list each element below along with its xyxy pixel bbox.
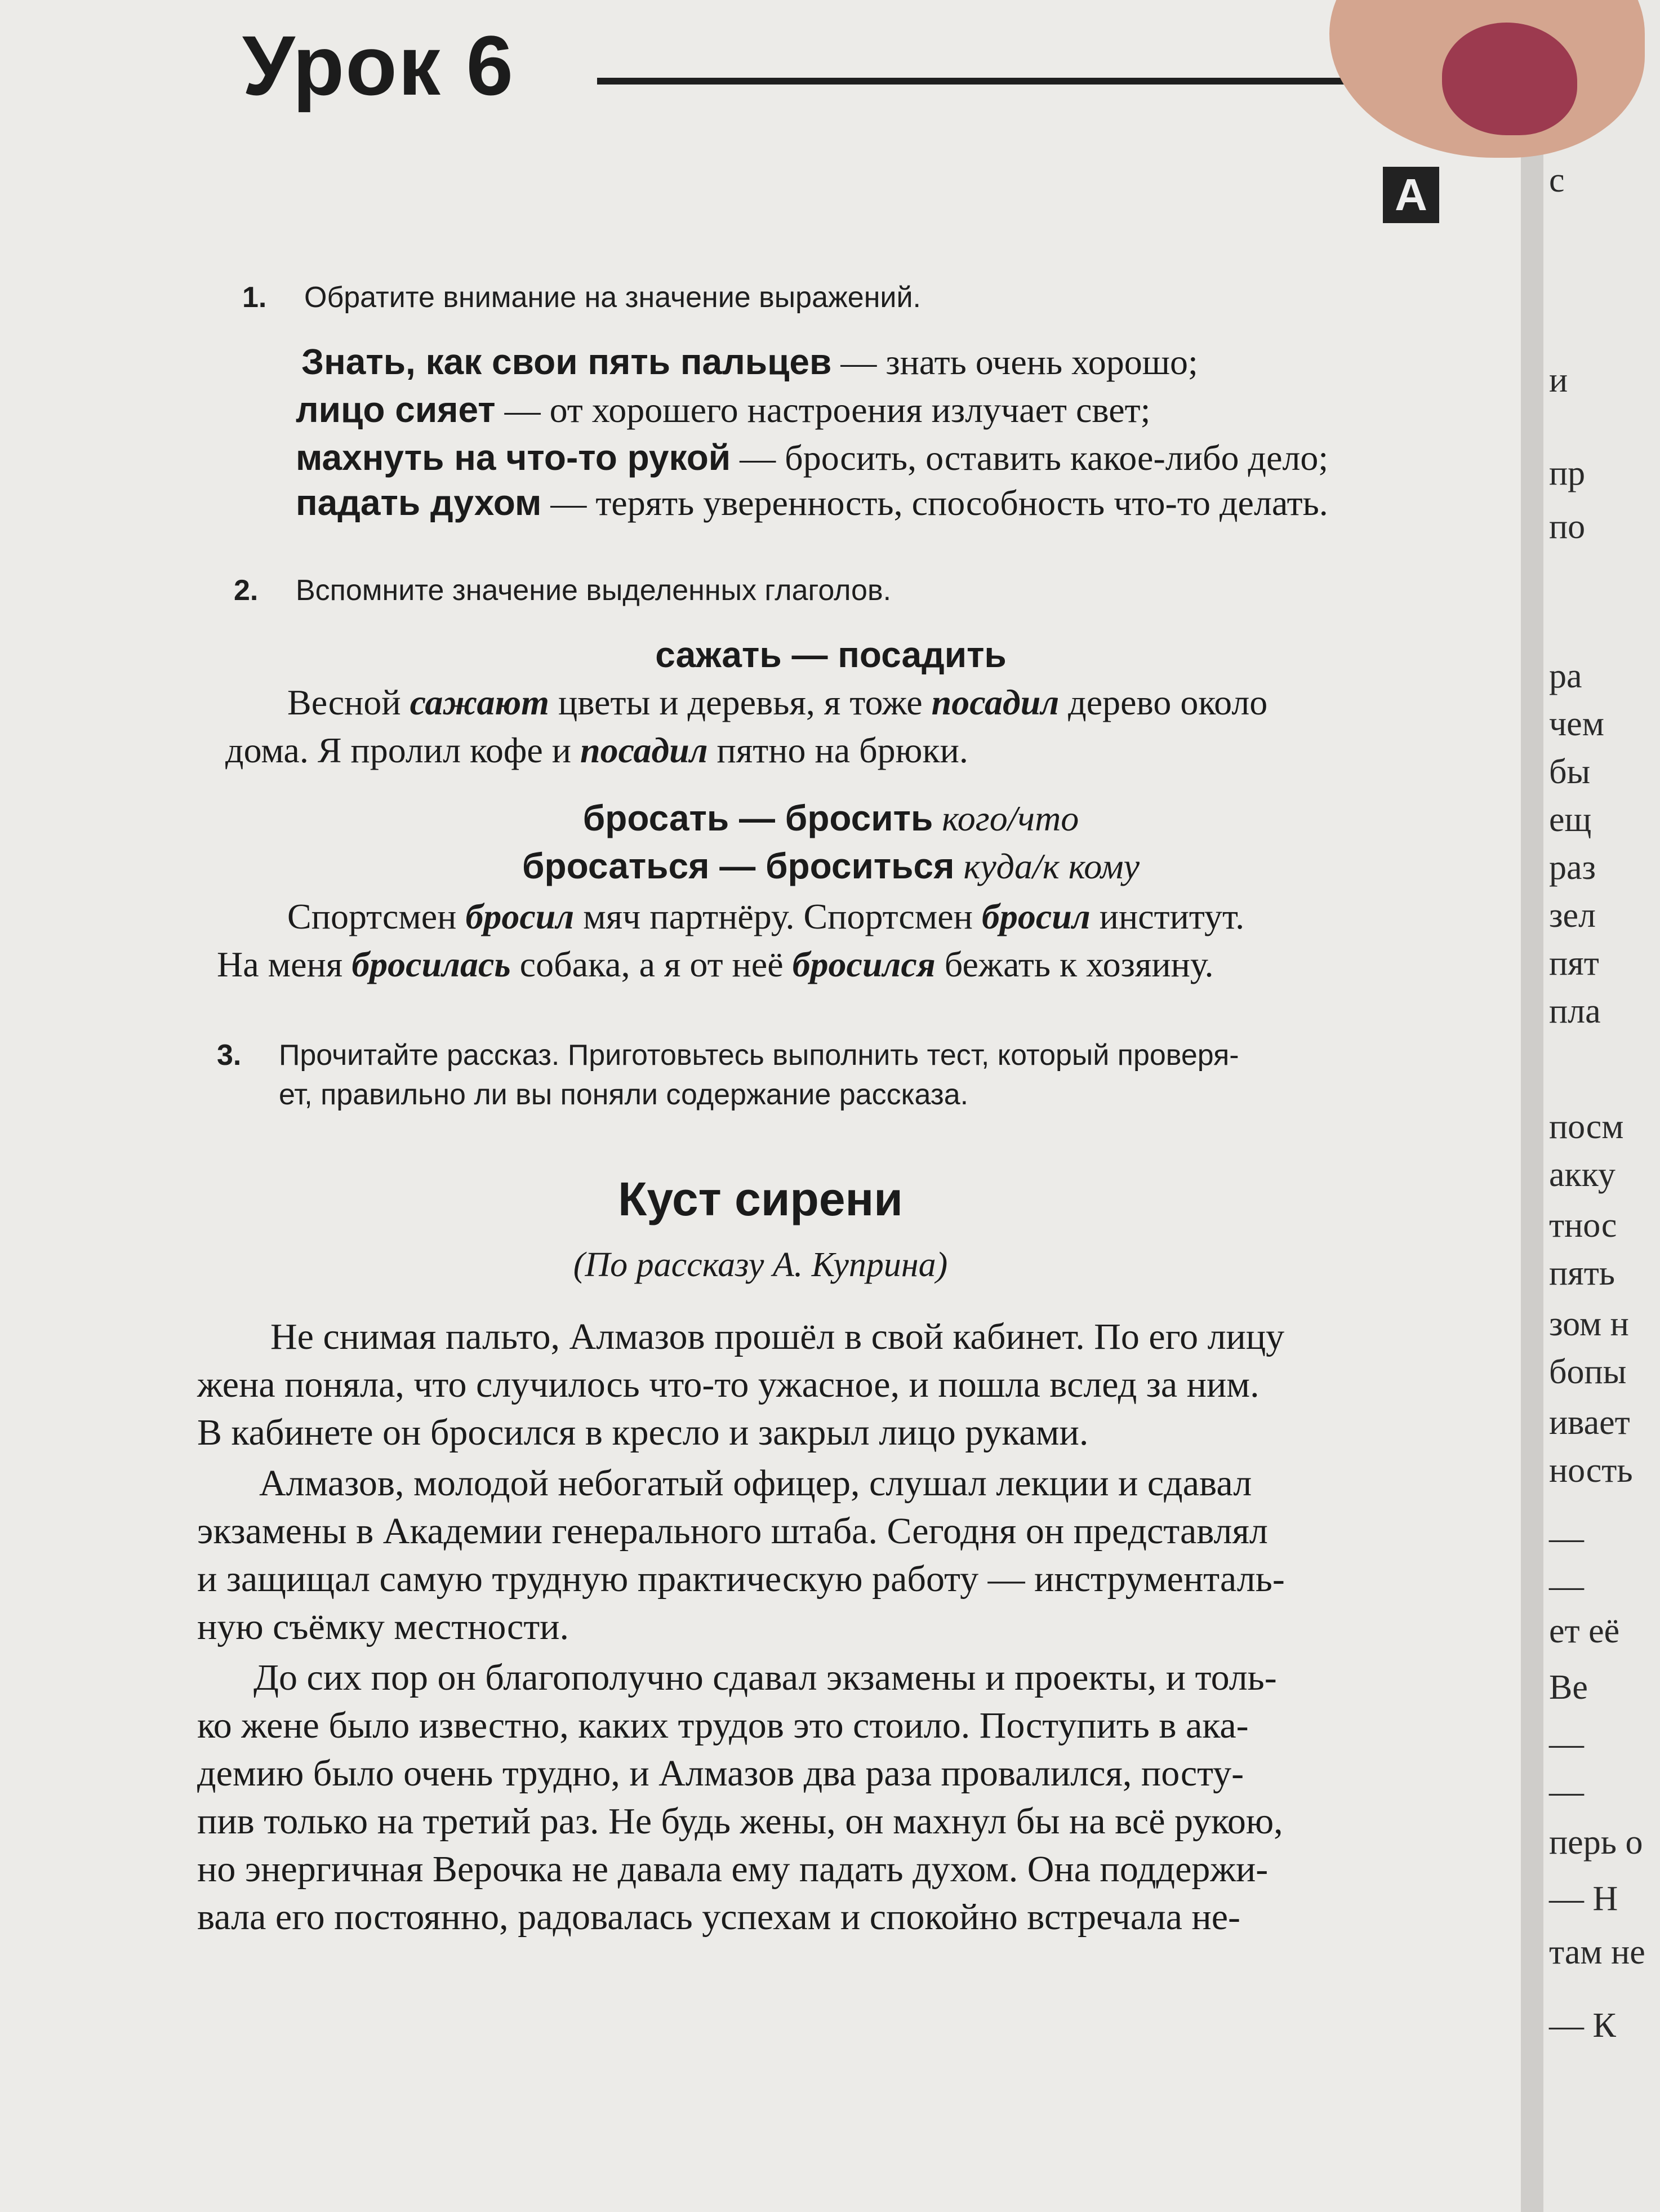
page-fragment: ность <box>1549 1451 1633 1490</box>
expression-meaning: — терять уверенность, способность что-то делать. <box>541 483 1328 523</box>
story-line: и защищал самую трудную практическую работу — инструменталь- <box>197 1558 1285 1600</box>
highlighted-verb: бросил <box>465 896 575 936</box>
page-fragment: зом н <box>1549 1305 1629 1343</box>
expression-meaning: — знать очень хорошо; <box>831 342 1198 382</box>
page-fragment: — <box>1549 1519 1584 1557</box>
expression-row <box>296 437 1328 479</box>
page-fragment: пять <box>1549 1254 1616 1292</box>
page-fragment: тнос <box>1549 1206 1617 1245</box>
example-text: бежать к хозяину. <box>935 944 1214 984</box>
example-text: Спортсмен <box>287 896 466 936</box>
example-line <box>287 896 1244 938</box>
page-fragment: — <box>1549 1773 1584 1811</box>
story-line: демию было очень трудно, и Алмазов два раза провалился, посту- <box>197 1753 1244 1794</box>
page-fragment: ещ <box>1549 801 1592 839</box>
page-fragment: бы <box>1549 753 1591 791</box>
story-line: В кабинете он бросился в кресло и закрыл лицо руками. <box>197 1412 1089 1453</box>
page-fragment: перь о <box>1549 1823 1643 1862</box>
verb-pair <box>225 845 1436 887</box>
page-fragment: чем <box>1549 705 1604 743</box>
lesson-title: Урок 6 <box>242 18 515 113</box>
page-fragment: ивает <box>1549 1403 1630 1442</box>
story-line: ко жене было известно, каких трудов это стоило. Поступить в ака- <box>197 1705 1249 1746</box>
story-title: Куст сирени <box>618 1172 903 1225</box>
example-text: дома. Я пролил кофе и <box>225 730 580 770</box>
highlighted-verb: посадил <box>931 682 1060 722</box>
highlighted-verb: бросил <box>981 896 1091 936</box>
page-fragment: и <box>1549 361 1568 399</box>
example-line <box>287 682 1267 723</box>
expression-row <box>296 482 1328 524</box>
page-fragment: бопы <box>1549 1353 1627 1391</box>
highlighted-verb: посадил <box>580 730 708 770</box>
task-instruction-line: ет, правильно ли вы поняли содержание рассказа. <box>279 1078 969 1111</box>
task-number: 2. <box>234 574 259 607</box>
expression-row <box>301 341 1198 383</box>
verb-pair-text: бросаться — броситься <box>522 846 955 886</box>
example-text: цветы и деревья, я тоже <box>549 682 932 722</box>
page-fragment: по <box>1549 508 1586 546</box>
expression-term: лицо сияет <box>296 389 496 430</box>
highlighted-verb: сажают <box>410 682 549 722</box>
page-fragment: — <box>1549 1567 1584 1605</box>
example-text: дерево около <box>1059 682 1268 722</box>
story-line: жена поняла, что случилось что-то ужасное, и пошла вслед за ним. <box>197 1364 1260 1405</box>
verb-pair-text: бросать — бросить <box>582 798 933 838</box>
verb-government: кого/что <box>933 798 1079 838</box>
page-header <box>242 17 1487 113</box>
task-instruction: Вспомните значение выделенных глаголов. <box>296 574 892 607</box>
expression-term: падать духом <box>296 482 542 523</box>
story-line: Не снимая пальто, Алмазов прошёл в свой кабинет. По его лицу <box>270 1316 1285 1357</box>
verb-pair <box>225 634 1436 676</box>
story-line: но энергичная Верочка не давала ему падать духом. Она поддержи- <box>197 1849 1269 1890</box>
task-2-heading <box>234 572 1445 611</box>
example-line <box>225 730 968 771</box>
page-fragment: — К <box>1549 2006 1616 2045</box>
highlighted-verb: бросилась <box>351 944 511 984</box>
example-text: мяч партнёру. Спортсмен <box>574 896 982 936</box>
story-line: вала его постоянно, радовалась успехам и спокойно встречала не- <box>197 1896 1241 1938</box>
task-number: 3. <box>217 1039 242 1072</box>
story-line: ную съёмку местности. <box>197 1606 569 1647</box>
verb-pair-text: сажать — посадить <box>655 634 1007 675</box>
task-1-heading <box>242 279 1453 318</box>
task-instruction: Обратите внимание на значение выражений. <box>304 281 921 314</box>
example-text: пятно на брюки. <box>707 730 968 770</box>
task-instruction-line: Прочитайте рассказ. Приготовьтесь выполнить тест, который проверя- <box>279 1039 1239 1072</box>
verb-government: куда/к кому <box>954 846 1140 886</box>
page-fragment: — <box>1549 1725 1584 1763</box>
example-text: На меня <box>217 944 352 984</box>
story-line: экзамены в Академии генерального штаба. Сегодня он представлял <box>197 1511 1268 1552</box>
example-text: институт. <box>1090 896 1245 936</box>
book-page-right-edge <box>1543 0 1660 2212</box>
page-fragment: зел <box>1549 896 1596 935</box>
page-fragment: — Н <box>1549 1880 1618 1918</box>
story-line: Алмазов, молодой небогатый офицер, слушал лекции и сдавал <box>259 1463 1252 1504</box>
expression-term: махнуть на что-то рукой <box>296 437 731 478</box>
story-subtitle: (По рассказу А. Куприна) <box>573 1246 948 1284</box>
page-fragment: раз <box>1549 849 1596 887</box>
page-fragment: Ве <box>1549 1668 1588 1707</box>
level-badge: A <box>1383 167 1439 223</box>
page-fragment: пла <box>1549 992 1601 1031</box>
expression-term: Знать, как свои пять пальцев <box>301 341 832 382</box>
expression-meaning: — от хорошего настроения излучает свет; <box>495 390 1151 430</box>
page-fragment: ра <box>1549 657 1582 695</box>
example-text: собака, а я от неё <box>510 944 793 984</box>
page-fragment: ет её <box>1549 1612 1620 1650</box>
task-3-heading <box>217 1037 1456 1116</box>
example-text: Весной <box>287 682 410 722</box>
page-fragment: там не <box>1549 1933 1645 1971</box>
page-fragment: акку <box>1549 1156 1616 1194</box>
page-fragment: пр <box>1549 454 1586 492</box>
page-fragment: посм <box>1549 1108 1624 1146</box>
story-line: До сих пор он благополучно сдавал экзамены и проекты, и толь- <box>253 1657 1277 1698</box>
page-fragment: пят <box>1549 944 1599 983</box>
story-line: пив только на третий раз. Не будь жены, он махнул бы на всё рукою, <box>197 1801 1283 1842</box>
highlighted-verb: бросился <box>792 944 936 984</box>
task-number: 1. <box>242 281 267 314</box>
verb-pair <box>225 797 1436 840</box>
expression-row <box>296 389 1150 431</box>
expression-meaning: — бросить, оставить какое-либо дело; <box>731 438 1329 478</box>
example-line <box>217 944 1213 985</box>
page-fragment: с <box>1549 161 1565 199</box>
